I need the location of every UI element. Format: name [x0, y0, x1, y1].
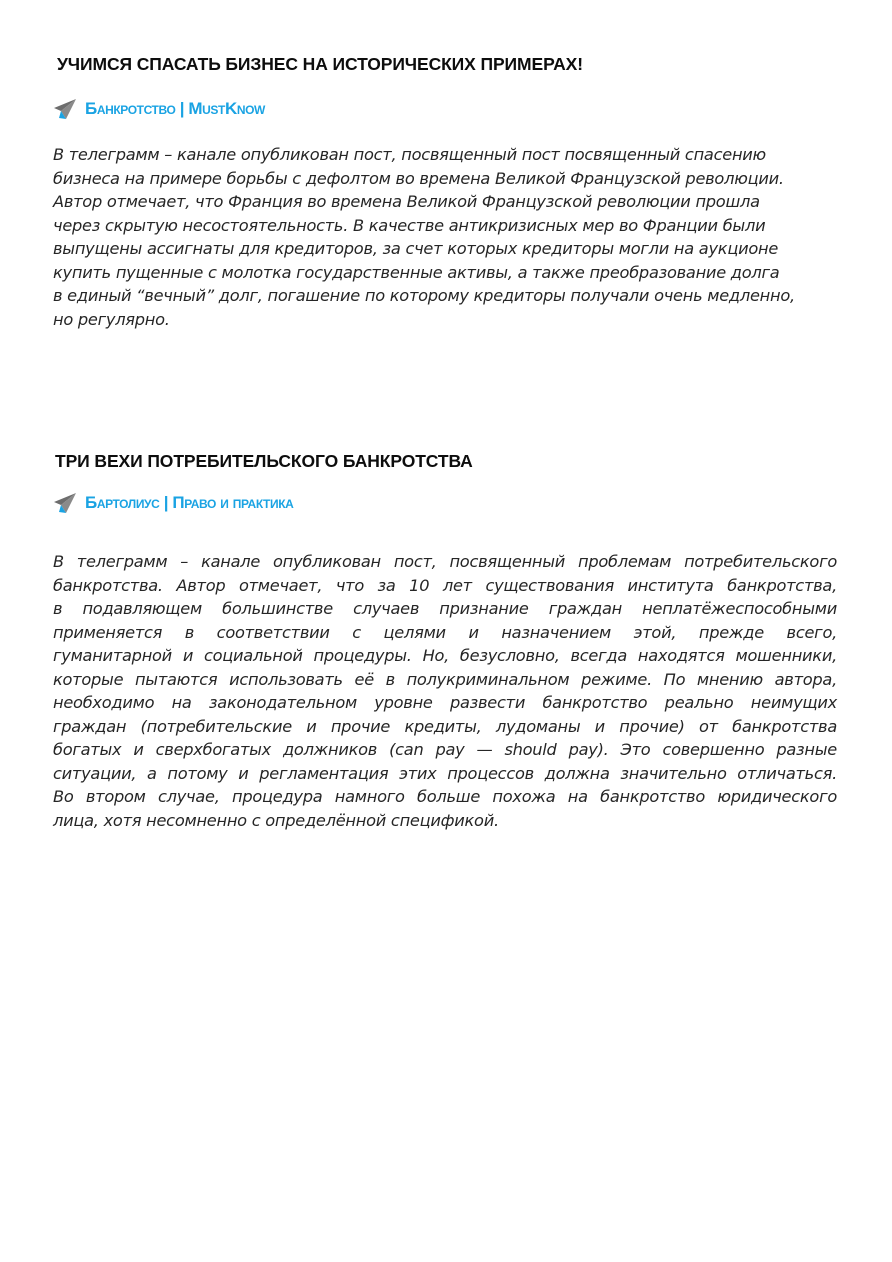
article-body [53, 550, 837, 832]
source-row [53, 97, 265, 121]
body-line: граждан (потребительские и прочие кредиты, лудоманы и прочие) от банкротства [53, 716, 837, 736]
source-link-bankrotstvo-mustknow[interactable]: Банкротство | MustKnow [85, 99, 265, 118]
source-row [53, 491, 293, 515]
body-line: банкротства. Автор отмечает, что за 10 лет существования института банкротства, [53, 575, 837, 595]
source-link-bartolius[interactable]: Бартолиус | Право и практика [85, 493, 294, 512]
body-line: в единый “вечный” долг, погашение по которому кредиторы получали очень медленно, [53, 286, 795, 305]
body-line: Автор отмечает, что Франция во времена Великой Французской революции прошла [53, 192, 760, 211]
article-title: УЧИМСЯ СПАСАТЬ БИЗНЕС НА ИСТОРИЧЕСКИХ ПРИМЕРАХ! [57, 54, 583, 74]
body-line: гуманитарной и социальной процедуры. Но, безусловно, всегда находятся мошенники, [53, 646, 837, 665]
body-line: Во втором случае, процедура намного больше похожа на банкротство юридического [53, 787, 837, 806]
body-line: богатых и сверхбогатых должников (can pay — should pay). Это совершенно разные [53, 740, 837, 759]
body-line: которые пытаются использовать её в полукриминальном режиме. По мнению автора, [53, 669, 837, 689]
body-line: но регулярно. [53, 309, 170, 329]
body-line: лица, хотя несомненно с определённой спецификой. [53, 810, 499, 830]
body-line: В телеграмм – канале опубликован пост, посвященный пост посвященный спасению [53, 145, 766, 164]
body-line: необходимо на законодательном уровне развести банкротство реально неимущих [53, 693, 837, 712]
body-line: через скрытую несостоятельность. В качестве антикризисных мер во Франции были [53, 215, 766, 235]
article-title: ТРИ ВЕХИ ПОТРЕБИТЕЛЬСКОГО БАНКРОТСТВА [55, 451, 473, 471]
body-line: применяется в соответствии с целями и назначением этой, прежде всего, [53, 622, 837, 642]
body-line: выпущены ассигнаты для кредиторов, за счет которых кредиторы могли на аукционе [53, 239, 779, 258]
body-line: бизнеса на примере борьбы с дефолтом во времена Великой Французской революции. [53, 168, 784, 188]
body-line: в подавляющем большинстве случаев признание граждан неплатёжеспособными [53, 599, 837, 618]
body-line: ситуации, а потому и регламентация этих процессов должна значительно отличаться. [53, 763, 837, 783]
body-line: В телеграмм – канале опубликован пост, посвященный проблемам потребительского [53, 552, 837, 571]
article-body [53, 143, 837, 331]
telegram-plane-icon [53, 492, 77, 514]
telegram-plane-icon [53, 98, 77, 120]
body-line: купить пущенные с молотка государственные активы, а также преобразование долга [53, 262, 780, 282]
